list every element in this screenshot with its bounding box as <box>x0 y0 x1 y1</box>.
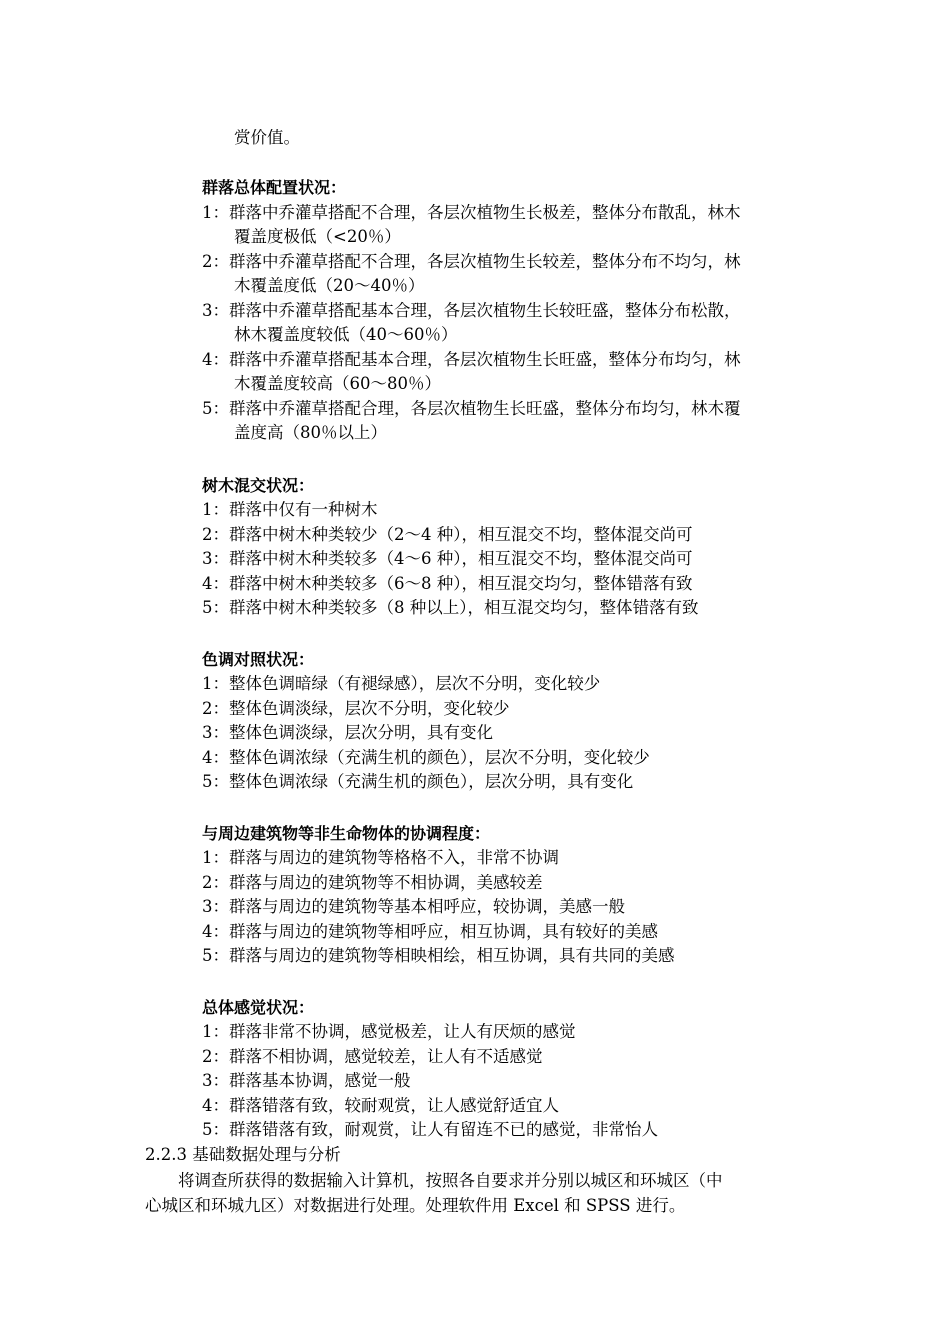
list-item: 1：群落与周边的建筑物等格格不入，非常不协调 <box>202 848 559 867</box>
section-heading-harmony: 与周边建筑物等非生命物体的协调程度： <box>202 824 491 843</box>
section-heading-color: 色调对照状况： <box>202 650 315 669</box>
section-heading-mixing: 树木混交状况： <box>202 476 315 495</box>
list-item: 5：群落与周边的建筑物等相映相绘，相互协调，具有共同的美感 <box>202 946 675 965</box>
list-item: 2：群落中树木种类较少（2～4 种），相互混交不均，整体混交尚可 <box>202 525 693 544</box>
list-item: 4：整体色调浓绿（充满生机的颜色），层次不分明，变化较少 <box>202 748 650 767</box>
list-item: 3：群落基本协调，感觉一般 <box>202 1071 411 1090</box>
list-item: 5：整体色调浓绿（充满生机的颜色），层次分明，具有变化 <box>202 772 634 791</box>
list-item-continuation: 木覆盖度低（20～40％） <box>234 276 425 295</box>
list-item: 1：群落中仅有一种树木 <box>202 500 378 519</box>
list-item: 5：群落中树木种类较多（8 种以上），相互混交均匀，整体错落有致 <box>202 598 699 617</box>
list-item: 1：整体色调暗绿（有褪绿感），层次不分明，变化较少 <box>202 674 601 693</box>
list-item-continuation: 林木覆盖度较低（40～60％） <box>234 325 458 344</box>
list-item: 3：整体色调淡绿，层次分明，具有变化 <box>202 723 493 742</box>
list-item: 4：群落中树木种类较多（6～8 种），相互混交均匀，整体错落有致 <box>202 574 693 593</box>
list-item-continuation: 覆盖度极低（<20％） <box>234 227 401 246</box>
list-item: 4：群落错落有致，较耐观赏，让人感觉舒适宜人 <box>202 1096 559 1115</box>
list-item: 1：群落中乔灌草搭配不合理，各层次植物生长极差，整体分布散乱，林木 <box>202 203 741 222</box>
list-item-continuation: 木覆盖度较高（60～80％） <box>234 374 441 393</box>
list-item: 3：群落中树木种类较多（4～6 种），相互混交不均，整体混交尚可 <box>202 549 693 568</box>
list-item-continuation: 盖度高（80％以上） <box>234 423 387 442</box>
list-item: 3：群落与周边的建筑物等基本相呼应，较协调，美感一般 <box>202 897 625 916</box>
list-item: 4：群落与周边的建筑物等相呼应，相互协调，具有较好的美感 <box>202 922 658 941</box>
paragraph-line: 心城区和环城九区）对数据进行处理。处理软件用 Excel 和 SPSS 进行。 <box>145 1196 686 1215</box>
list-item: 4：群落中乔灌草搭配基本合理，各层次植物生长旺盛，整体分布均匀，林 <box>202 350 741 369</box>
paragraph-line: 将调查所获得的数据输入计算机，按照各自要求并分别以城区和环城区（中 <box>178 1171 723 1190</box>
lead-line: 赏价值。 <box>234 128 300 147</box>
list-item: 5：群落错落有致，耐观赏，让人有留连不已的感觉，非常怡人 <box>202 1120 658 1139</box>
list-item: 2：整体色调淡绿，层次不分明，变化较少 <box>202 699 510 718</box>
list-item: 1：群落非常不协调，感觉极差，让人有厌烦的感觉 <box>202 1022 576 1041</box>
list-item: 3：群落中乔灌草搭配基本合理，各层次植物生长较旺盛，整体分布松散， <box>202 301 741 320</box>
section-heading-overall: 总体感觉状况： <box>202 998 315 1017</box>
list-item: 2：群落与周边的建筑物等不相协调，美感较差 <box>202 873 543 892</box>
subsection-title: 2.2.3 基础数据处理与分析 <box>145 1145 341 1164</box>
list-item: 2：群落中乔灌草搭配不合理，各层次植物生长较差，整体分布不均匀，林 <box>202 252 741 271</box>
section-heading-community: 群落总体配置状况： <box>202 178 347 197</box>
list-item: 2：群落不相协调，感觉较差，让人有不适感觉 <box>202 1047 543 1066</box>
list-item: 5：群落中乔灌草搭配合理，各层次植物生长旺盛，整体分布均匀，林木覆 <box>202 399 741 418</box>
